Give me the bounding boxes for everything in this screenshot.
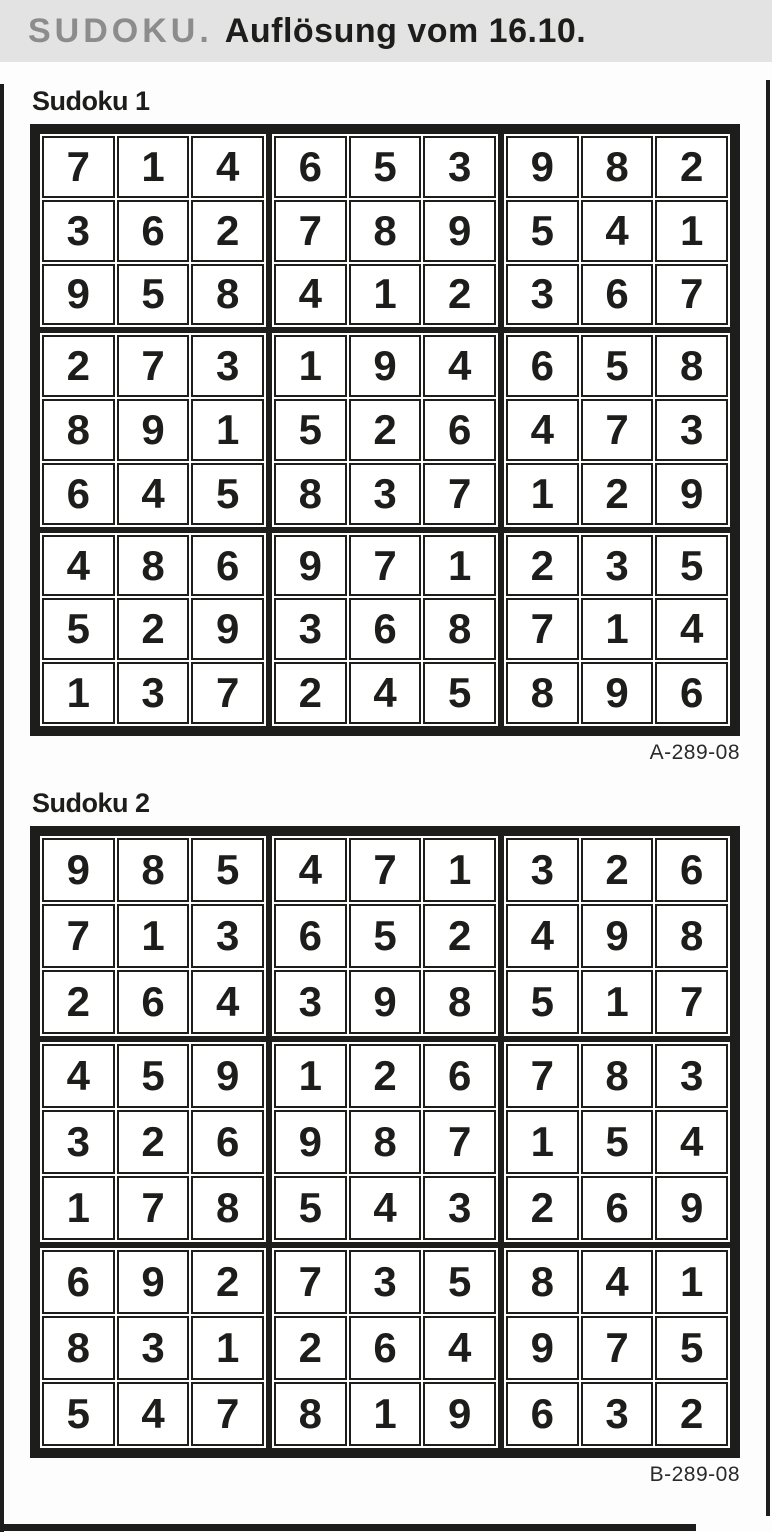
sudoku-cell: 8 [117, 535, 190, 597]
sudoku-cell: 8 [423, 970, 496, 1034]
sudoku-cell: 5 [655, 1316, 728, 1380]
sudoku-cell: 1 [581, 598, 654, 660]
sudoku-cell: 6 [349, 1316, 422, 1380]
sudoku-cell: 8 [42, 399, 115, 461]
sudoku-block [272, 1248, 498, 1448]
sudoku-cell: 3 [655, 399, 728, 461]
sudoku-cell: 6 [117, 200, 190, 262]
sudoku-cell: 4 [117, 463, 190, 525]
sudoku-cell: 7 [117, 335, 190, 397]
sudoku-2-code: B-289-08 [649, 1463, 740, 1486]
sudoku-cell: 6 [42, 463, 115, 525]
sudoku-cell: 6 [423, 1044, 496, 1108]
sudoku-cell: 9 [506, 136, 579, 198]
sudoku-cell: 6 [349, 598, 422, 660]
sudoku-cell: 2 [274, 662, 347, 724]
sudoku-cell: 9 [274, 535, 347, 597]
sudoku-2-section [30, 790, 740, 1487]
sudoku-cell: 4 [274, 264, 347, 326]
right-column-rule [766, 80, 770, 1516]
sudoku-cell: 8 [191, 1176, 264, 1240]
sudoku-cell: 4 [191, 136, 264, 198]
sudoku-cell: 5 [506, 970, 579, 1034]
sudoku-cell: 4 [506, 904, 579, 968]
sudoku-cell: 8 [191, 264, 264, 326]
sudoku-cell: 9 [423, 1382, 496, 1446]
sudoku-1-code: A-289-08 [649, 741, 740, 764]
brand-label: SUDOKU. [28, 12, 213, 50]
sudoku-cell: 1 [117, 904, 190, 968]
sudoku-cell: 5 [42, 1382, 115, 1446]
sudoku-cell: 6 [655, 662, 728, 724]
sudoku-cell: 7 [42, 136, 115, 198]
sudoku-cell: 5 [42, 598, 115, 660]
sudoku-cell: 2 [117, 598, 190, 660]
sudoku-cell: 3 [581, 1382, 654, 1446]
sudoku-cell: 9 [42, 838, 115, 902]
sudoku-cell: 2 [349, 1044, 422, 1108]
sudoku-cell: 1 [274, 335, 347, 397]
sudoku-block [40, 836, 266, 1036]
sudoku-cell: 1 [423, 838, 496, 902]
sudoku-cell: 6 [581, 264, 654, 326]
sudoku-block [40, 134, 266, 327]
sudoku-cell: 2 [581, 463, 654, 525]
sudoku-cell: 1 [349, 1382, 422, 1446]
sudoku-cell: 9 [581, 662, 654, 724]
sudoku-cell: 6 [274, 136, 347, 198]
sudoku-cell: 8 [581, 136, 654, 198]
sudoku-cell: 8 [42, 1316, 115, 1380]
sudoku-cell: 9 [581, 904, 654, 968]
sudoku-cell: 9 [274, 1110, 347, 1174]
sudoku-cell: 7 [349, 535, 422, 597]
sudoku-1-label: Sudoku 1 [32, 86, 150, 116]
sudoku-1-grid [30, 124, 740, 736]
sudoku-cell: 4 [349, 662, 422, 724]
sudoku-cell: 2 [117, 1110, 190, 1174]
sudoku-block [504, 333, 730, 526]
sudoku-block [272, 1042, 498, 1242]
sudoku-1-section [30, 88, 740, 765]
sudoku-block [504, 533, 730, 726]
sudoku-cell: 2 [506, 1176, 579, 1240]
sudoku-cell: 4 [423, 1316, 496, 1380]
sudoku-cell: 7 [274, 200, 347, 262]
sudoku-cell: 4 [191, 970, 264, 1034]
sudoku-cell: 9 [655, 1176, 728, 1240]
sudoku-cell: 6 [274, 904, 347, 968]
bottom-rule [0, 1524, 696, 1531]
sudoku-cell: 8 [506, 662, 579, 724]
sudoku-cell: 4 [349, 1176, 422, 1240]
sudoku-cell: 4 [42, 535, 115, 597]
sudoku-cell: 8 [581, 1044, 654, 1108]
sudoku-cell: 2 [423, 264, 496, 326]
sudoku-cell: 9 [349, 335, 422, 397]
sudoku-cell: 5 [191, 838, 264, 902]
sudoku-cell: 9 [117, 399, 190, 461]
sudoku-cell: 7 [191, 662, 264, 724]
sudoku-cell: 7 [655, 970, 728, 1034]
sudoku-cell: 9 [117, 1250, 190, 1314]
sudoku-cell: 4 [117, 1382, 190, 1446]
sudoku-cell: 1 [506, 463, 579, 525]
sudoku-cell: 5 [506, 200, 579, 262]
sudoku-cell: 7 [506, 1044, 579, 1108]
sudoku-cell: 5 [191, 463, 264, 525]
sudoku-cell: 3 [506, 264, 579, 326]
sudoku-block [40, 1248, 266, 1448]
sudoku-cell: 7 [506, 598, 579, 660]
sudoku-block [40, 533, 266, 726]
sudoku-cell: 5 [274, 399, 347, 461]
sudoku-cell: 4 [655, 598, 728, 660]
sudoku-cell: 5 [423, 1250, 496, 1314]
sudoku-cell: 3 [274, 598, 347, 660]
sudoku-block [40, 333, 266, 526]
sudoku-block [504, 134, 730, 327]
sudoku-cell: 2 [191, 1250, 264, 1314]
sudoku-cell: 9 [423, 200, 496, 262]
page-title [28, 14, 586, 48]
sudoku-cell: 1 [349, 264, 422, 326]
sudoku-cell: 3 [506, 838, 579, 902]
sudoku-cell: 8 [655, 335, 728, 397]
sudoku-cell: 8 [274, 463, 347, 525]
page-header [0, 0, 772, 62]
sudoku-block [40, 1042, 266, 1242]
sudoku-cell: 1 [274, 1044, 347, 1108]
sudoku-block [504, 1042, 730, 1242]
sudoku-cell: 3 [423, 136, 496, 198]
sudoku-cell: 1 [581, 970, 654, 1034]
sudoku-cell: 7 [349, 838, 422, 902]
sudoku-cell: 2 [581, 838, 654, 902]
sudoku-cell: 7 [581, 1316, 654, 1380]
sudoku-cell: 2 [191, 200, 264, 262]
sudoku-cell: 1 [42, 1176, 115, 1240]
sudoku-cell: 4 [581, 1250, 654, 1314]
sudoku-cell: 6 [506, 335, 579, 397]
sudoku-cell: 6 [581, 1176, 654, 1240]
sudoku-cell: 3 [191, 335, 264, 397]
sudoku-cell: 1 [655, 200, 728, 262]
sudoku-cell: 1 [655, 1250, 728, 1314]
sudoku-cell: 1 [42, 662, 115, 724]
sudoku-cell: 3 [423, 1176, 496, 1240]
sudoku-cell: 7 [581, 399, 654, 461]
sudoku-cell: 2 [274, 1316, 347, 1380]
sudoku-cell: 2 [42, 335, 115, 397]
sudoku-block [504, 836, 730, 1036]
sudoku-cell: 3 [42, 200, 115, 262]
sudoku-cell: 9 [506, 1316, 579, 1380]
sudoku-cell: 7 [423, 1110, 496, 1174]
sudoku-cell: 7 [42, 904, 115, 968]
sudoku-cell: 3 [274, 970, 347, 1034]
sudoku-cell: 4 [274, 838, 347, 902]
sudoku-cell: 1 [117, 136, 190, 198]
sudoku-cell: 8 [423, 598, 496, 660]
sudoku-block [272, 533, 498, 726]
sudoku-cell: 9 [42, 264, 115, 326]
sudoku-block [272, 333, 498, 526]
sudoku-cell: 2 [42, 970, 115, 1034]
sudoku-block [272, 134, 498, 327]
sudoku-cell: 6 [191, 535, 264, 597]
sudoku-cell: 6 [117, 970, 190, 1034]
sudoku-cell: 6 [655, 838, 728, 902]
sudoku-cell: 6 [42, 1250, 115, 1314]
sudoku-cell: 8 [349, 1110, 422, 1174]
sudoku-cell: 3 [117, 1316, 190, 1380]
sudoku-block [504, 1248, 730, 1448]
sudoku-cell: 2 [423, 904, 496, 968]
sudoku-cell: 5 [349, 136, 422, 198]
sudoku-cell: 8 [349, 200, 422, 262]
sudoku-cell: 6 [191, 1110, 264, 1174]
sudoku-cell: 4 [42, 1044, 115, 1108]
sudoku-2-grid [30, 826, 740, 1458]
sudoku-cell: 6 [506, 1382, 579, 1446]
sudoku-cell: 7 [274, 1250, 347, 1314]
sudoku-cell: 2 [506, 535, 579, 597]
sudoku-cell: 5 [349, 904, 422, 968]
sudoku-cell: 7 [191, 1382, 264, 1446]
sudoku-cell: 3 [42, 1110, 115, 1174]
sudoku-cell: 6 [423, 399, 496, 461]
sudoku-cell: 8 [506, 1250, 579, 1314]
sudoku-cell: 8 [274, 1382, 347, 1446]
sudoku-cell: 5 [117, 264, 190, 326]
sudoku-cell: 3 [191, 904, 264, 968]
sudoku-cell: 7 [423, 463, 496, 525]
sudoku-cell: 4 [581, 200, 654, 262]
sudoku-cell: 1 [191, 399, 264, 461]
sudoku-cell: 8 [655, 904, 728, 968]
sudoku-cell: 1 [506, 1110, 579, 1174]
sudoku-cell: 2 [349, 399, 422, 461]
left-column-rule [0, 84, 4, 1532]
sudoku-cell: 3 [349, 463, 422, 525]
sudoku-cell: 2 [655, 1382, 728, 1446]
page-subtitle: Auflösung vom 16.10. [224, 12, 587, 50]
sudoku-cell: 5 [581, 1110, 654, 1174]
sudoku-block [272, 836, 498, 1036]
sudoku-cell: 2 [655, 136, 728, 198]
sudoku-cell: 9 [191, 1044, 264, 1108]
sudoku-cell: 3 [349, 1250, 422, 1314]
sudoku-cell: 5 [274, 1176, 347, 1240]
sudoku-cell: 5 [117, 1044, 190, 1108]
sudoku-cell: 5 [581, 335, 654, 397]
sudoku-cell: 9 [655, 463, 728, 525]
sudoku-cell: 5 [655, 535, 728, 597]
sudoku-cell: 9 [349, 970, 422, 1034]
sudoku-cell: 4 [423, 335, 496, 397]
sudoku-cell: 8 [117, 838, 190, 902]
sudoku-cell: 1 [191, 1316, 264, 1380]
sudoku-cell: 4 [655, 1110, 728, 1174]
sudoku-cell: 5 [423, 662, 496, 724]
sudoku-cell: 1 [423, 535, 496, 597]
sudoku-cell: 7 [117, 1176, 190, 1240]
sudoku-cell: 7 [655, 264, 728, 326]
sudoku-cell: 3 [117, 662, 190, 724]
sudoku-cell: 9 [191, 598, 264, 660]
sudoku-cell: 4 [506, 399, 579, 461]
sudoku-cell: 3 [581, 535, 654, 597]
sudoku-2-label: Sudoku 2 [32, 788, 150, 818]
sudoku-cell: 3 [655, 1044, 728, 1108]
